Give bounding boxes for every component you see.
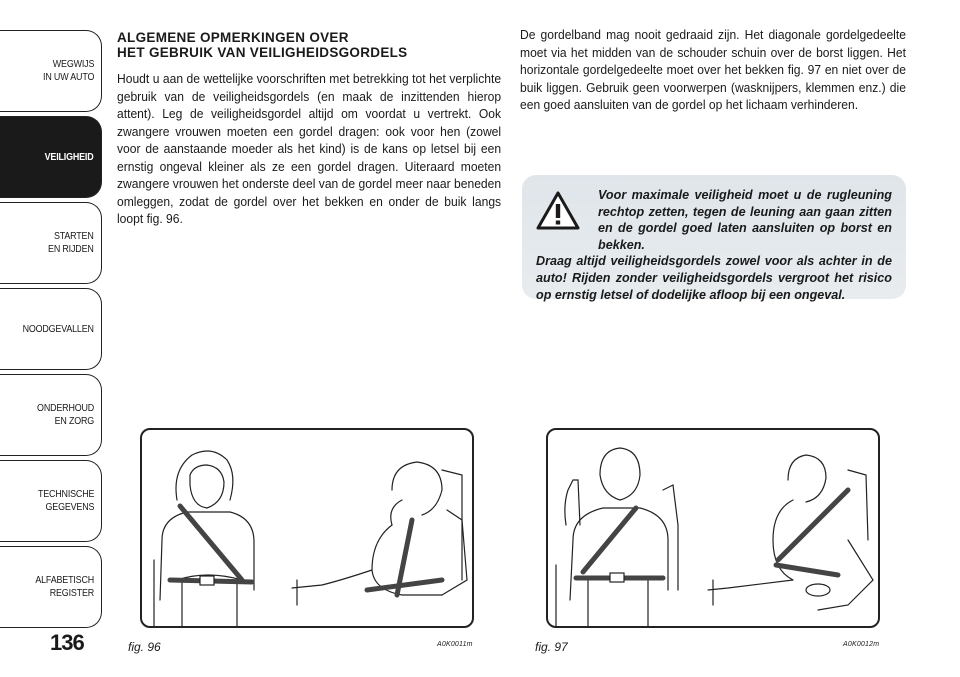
page-number: 136 <box>50 630 84 655</box>
heading-line-2: HET GEBRUIK VAN VEILIGHEIDSGORDELS <box>117 45 408 60</box>
heading-line-1: ALGEMENE OPMERKINGEN OVER <box>117 30 349 45</box>
figure-97-code: A0K0012m <box>843 641 880 648</box>
figure-97 <box>546 428 880 628</box>
warning-text-rest: Draag altijd veiligheidsgordels zowel voor als achter in de auto! Rijden zonder veiligheidsgordels vergroot het risico op ernstig letsel of dodelijke afloop bij een ongeval. <box>536 254 892 302</box>
warning-triangle-icon <box>536 191 580 231</box>
warning-box <box>522 175 906 302</box>
figure-96-illustration <box>142 430 472 626</box>
figure-96-code: A0K0011m <box>437 641 473 648</box>
body-left-paragraph: Houdt u aan de wettelijke voorschriften met betrekking tot het verplichte gebruik van de veiligheidsgordels (en maak de inzittenden hierop attent). Leg de veiligheidsgordel altijd om voordat u vertrekt. Ook zwangere vrouwen moeten een gordel dragen: ook voor hen (zowel voor de aanstaande moeder als het kind) is de kans op letsel bij een ernstig ongeval kleiner als ze een gordel dragen. Uiteraard moeten zwangere vrouwen het onderste deel van de gordel meer naar beneden omleggen, zodat de gordel over het bekken en onder de buik langs loopt fig. 96. <box>117 71 502 226</box>
sidebar-tab-register[interactable]: ALFABETISCH REGISTER <box>0 546 102 628</box>
body-text-left <box>117 70 501 228</box>
figure-96 <box>140 428 474 628</box>
sidebar-tab-starten[interactable]: STARTEN EN RIJDEN <box>0 202 102 284</box>
warning-text-indented: Voor maximale veiligheid moet u de rugleuning rechtop zetten, tegen de leuning aan gaan zitten en de gordel goed laten aansluiten op borst en bekken. <box>598 188 892 252</box>
figure-97-illustration <box>548 430 878 626</box>
sidebar-tab-wegwijs[interactable]: WEGWIJS IN UW AUTO <box>0 30 102 112</box>
figure-97-caption: fig. 97 <box>535 640 568 654</box>
body-text-right <box>520 26 906 114</box>
figure-96-caption: fig. 96 <box>128 640 161 654</box>
sidebar-tab-veiligheid[interactable]: VEILIGHEID <box>0 116 102 198</box>
section-heading <box>117 30 407 60</box>
sidebar-tab-noodgevallen[interactable]: NOODGEVALLEN <box>0 288 102 370</box>
warning-text <box>536 187 892 303</box>
sidebar-tab-technische[interactable]: TECHNISCHE GEGEVENS <box>0 460 102 542</box>
body-right-paragraph: De gordelband mag nooit gedraaid zijn. Het diagonale gordelgedeelte moet via het midden van de schouder schuin over de borst liggen. Het horizontale gordelgedeelte moet over het bekken fig. 97 en niet over de buik liggen. Gebruik geen voorwerpen (wasknijpers, klemmen enz.) die een goed aansluiten van de gordel op het lichaam verhinderen. <box>520 27 906 112</box>
sidebar-tab-onderhoud[interactable]: ONDERHOUD EN ZORG <box>0 374 102 456</box>
